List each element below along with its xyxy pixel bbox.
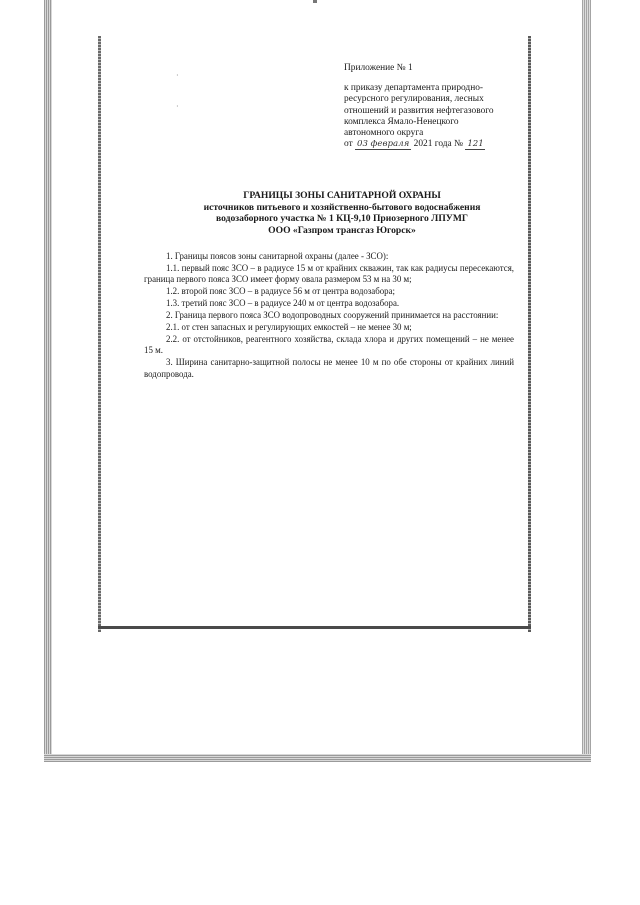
paragraph: 2.1. от стен запасных и регулирующих емкостей – не менее 30 м; xyxy=(166,321,412,332)
document-title xyxy=(182,190,502,236)
appendix-header xyxy=(344,63,526,150)
paragraph: 1.1. первый пояс ЗСО – в радиусе 15 м от крайних скважин, так как радиусы пересекаются, граница первого пояса ЗСО имеет форму овала размером 53 м на 30 м; xyxy=(144,262,514,285)
paragraph: 3. Ширина санитарно-защитной полосы не менее 10 м по обе стороны от крайних линий водопровода. xyxy=(144,357,514,379)
handwritten-date: 03 февраля xyxy=(357,139,410,150)
appendix-line: комплекса Ямало-Ненецкого xyxy=(344,116,459,127)
paragraph: 1.3. третий пояс ЗСО – в радиусе 240 м от центра водозабора. xyxy=(166,298,400,309)
date-prefix: от xyxy=(344,139,353,150)
paragraph: 2. Граница первого пояса ЗСО водопроводных сооружений принимается на расстоянии: xyxy=(166,310,499,321)
appendix-date-line xyxy=(344,139,526,150)
appendix-line: к приказу департамента природно- xyxy=(344,83,484,94)
scan-border-left xyxy=(44,0,52,762)
title-line: источников питьевого и хозяйственно-бытового водоснабжения xyxy=(203,201,481,213)
scan-artifact xyxy=(313,0,317,3)
paragraph: 1.2. второй пояс ЗСО – в радиусе 56 м от центра водозабора; xyxy=(166,286,396,297)
paragraph: 2.2. от отстойников, реагентного хозяйства, склада хлора и других помещений – не менее 15 м. xyxy=(144,333,514,356)
appendix-line: ресурсного регулирования, лесных xyxy=(344,94,484,105)
document-edge-left xyxy=(98,36,101,632)
document-edge-bottom xyxy=(98,626,531,629)
date-suffix: 2021 года № xyxy=(413,139,463,150)
scan-border-right xyxy=(582,0,591,762)
appendix-line: автономного округа xyxy=(344,128,424,139)
paragraph: 1. Границы поясов зоны санитарной охраны (далее - ЗСО): xyxy=(166,251,389,261)
scan-artifact: · xyxy=(176,102,179,111)
scan-artifact: · xyxy=(176,71,179,80)
title-line: водозаборного участка № 1 КЦ-9,10 Приозерного ЛПУМГ xyxy=(216,213,468,225)
document-edge-right xyxy=(528,36,531,632)
title-line: ООО «Газпром трансгаз Югорск» xyxy=(268,224,416,236)
document-body xyxy=(144,251,514,380)
title-line: ГРАНИЦЫ ЗОНЫ САНИТАРНОЙ ОХРАНЫ xyxy=(243,190,441,201)
handwritten-order-number: 121 xyxy=(467,139,484,150)
scan-border-bottom xyxy=(44,754,591,762)
appendix-title: Приложение № 1 xyxy=(344,63,413,73)
appendix-line: отношений и развития нефтегазового xyxy=(344,105,494,116)
